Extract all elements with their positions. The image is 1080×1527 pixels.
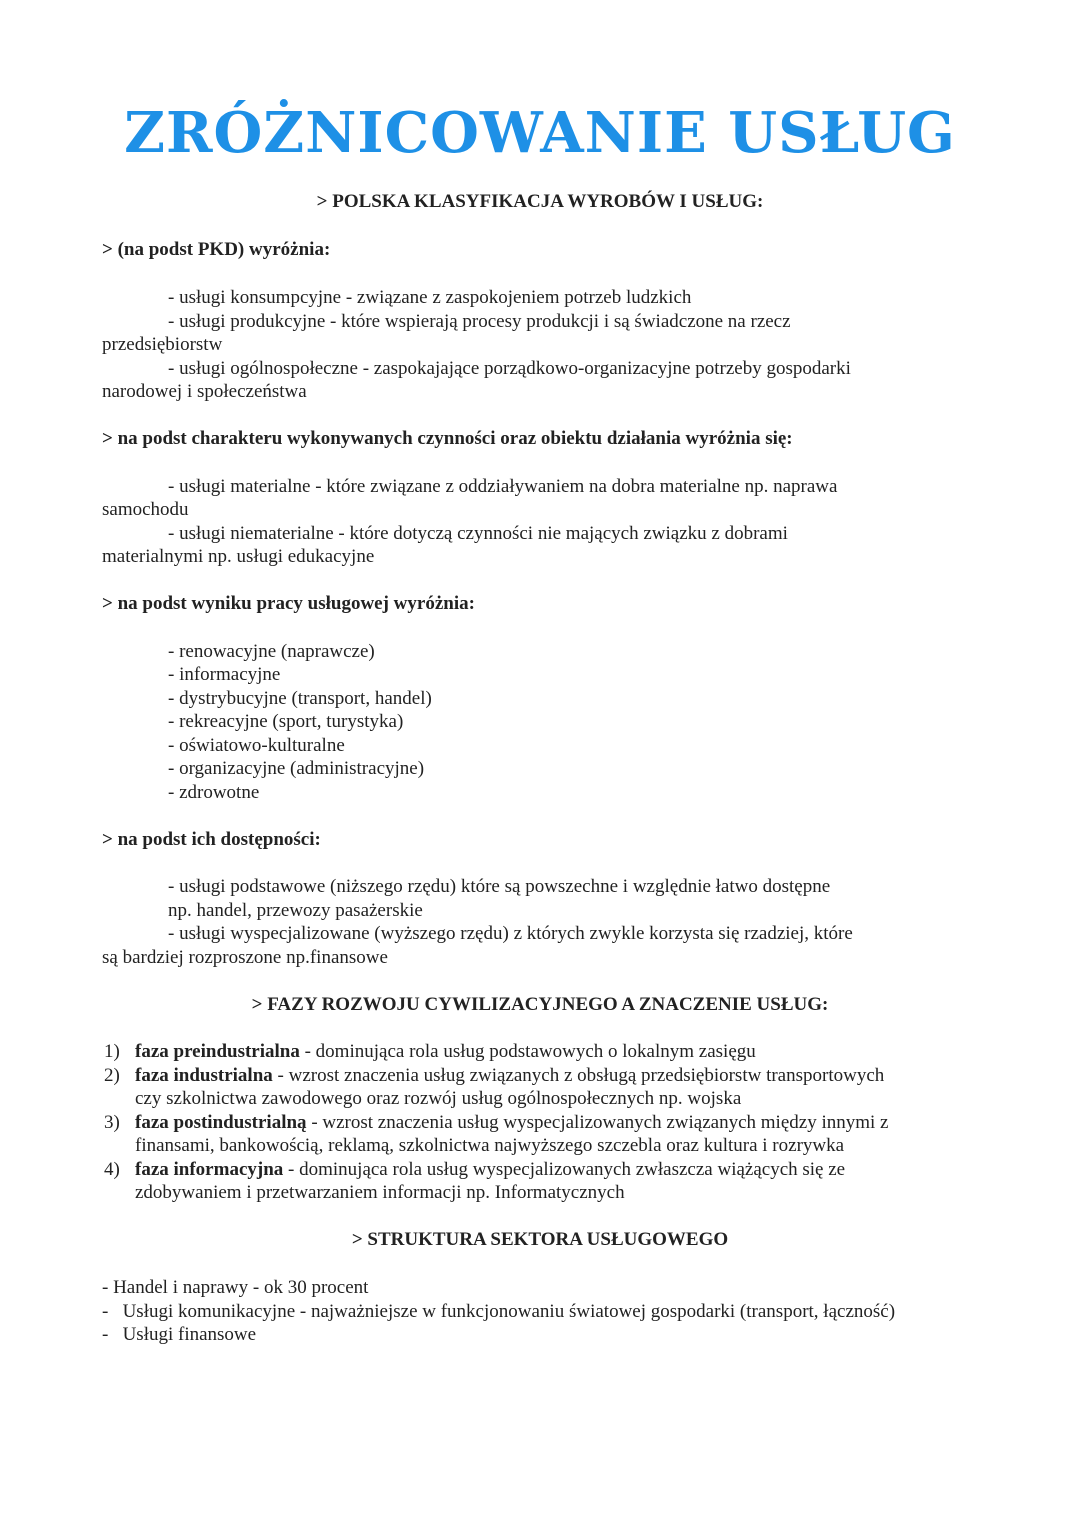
phase-number: 1) xyxy=(104,1041,120,1062)
list-item: - usługi produkcyjne - które wspierają procesy produkcji i są świadczone na rzecz xyxy=(168,311,791,332)
list-item-continuation: np. handel, przewozy pasażerskie xyxy=(168,900,423,921)
list-item: - usługi materialne - które związane z oddziaływaniem na dobra materialne np. naprawa xyxy=(168,476,838,497)
phase-item xyxy=(135,1064,884,1088)
list-item-continuation: samochodu xyxy=(102,499,189,520)
section-heading-structure: > STRUKTURA SEKTORA USŁUGOWEGO xyxy=(351,1229,729,1250)
subheading-result: > na podst wyniku pracy usługowej wyróżnia: xyxy=(102,593,475,614)
phase-name: faza preindustrialna xyxy=(135,1041,300,1062)
phase-name: faza industrialna xyxy=(135,1065,273,1086)
list-item-continuation: narodowej i społeczeństwa xyxy=(102,381,307,402)
phase-description-continuation: finansami, bankowością, reklamą, szkolnictwa najwyższego szczebla oraz kultura i rozrywka xyxy=(135,1135,845,1156)
phase-description: - dominująca rola usług podstawowych o lokalnym zasięgu xyxy=(299,1041,756,1062)
list-item: - usługi niematerialne - które dotyczą czynności nie mających związku z dobrami xyxy=(168,523,788,544)
phase-number: 2) xyxy=(104,1065,120,1086)
phase-item xyxy=(135,1158,845,1182)
list-item: - rekreacyjne (sport, turystyka) xyxy=(168,711,404,732)
list-item: - usługi konsumpcyjne - związane z zaspokojeniem potrzeb ludzkich xyxy=(168,287,692,308)
list-item: - zdrowotne xyxy=(168,782,260,803)
phase-name: faza postindustrialną xyxy=(135,1112,307,1133)
phase-number: 3) xyxy=(104,1112,120,1133)
list-item: - usługi ogólnospołeczne - zaspokajające porządkowo-organizacyjne potrzeby gospodarki xyxy=(168,358,851,379)
list-item: - organizacyjne (administracyjne) xyxy=(168,758,425,779)
phase-description: - wzrost znaczenia usług związanych z obsługą przedsiębiorstw transportowych xyxy=(272,1065,885,1086)
list-item: - dystrybucyjne (transport, handel) xyxy=(168,688,432,709)
list-item: - usługi wyspecjalizowane (wyższego rzędu) z których zwykle korzysta się rzadziej, które xyxy=(168,923,853,944)
phase-description-continuation: czy szkolnictwa zawodowego oraz rozwój usług ogólnospołecznych np. wojska xyxy=(135,1088,742,1109)
list-item-continuation: przedsiębiorstw xyxy=(102,334,223,355)
subheading-pkd: > (na podst PKD) wyróżnia: xyxy=(102,239,331,260)
list-item: - informacyjne xyxy=(168,664,281,685)
list-item: - Usługi finansowe xyxy=(102,1324,257,1345)
phase-description-continuation: zdobywaniem i przetwarzaniem informacji np. Informatycznych xyxy=(135,1182,625,1203)
list-item: - usługi podstawowe (niższego rzędu) które są powszechne i względnie łatwo dostępne xyxy=(168,876,831,897)
phase-item xyxy=(135,1111,888,1135)
section-heading-phases: > FAZY ROZWOJU CYWILIZACYJNEGO A ZNACZENIE USŁUG: xyxy=(251,994,829,1015)
list-item-continuation: materialnymi np. usługi edukacyjne xyxy=(102,546,375,567)
phase-name: faza informacyjna xyxy=(135,1159,284,1180)
subheading-character: > na podst charakteru wykonywanych czynności oraz obiektu działania wyróżnia się: xyxy=(102,428,793,449)
phase-description: - dominująca rola usług wyspecjalizowanych zwłaszcza wiążących się ze xyxy=(283,1159,846,1180)
list-item: - Usługi komunikacyjne - najważniejsze w funkcjonowaniu światowej gospodarki (transport, łączność) xyxy=(102,1301,896,1322)
list-item: - renowacyjne (naprawcze) xyxy=(168,641,375,662)
page-title: ZRÓŻNICOWANIE USŁUG xyxy=(124,100,956,166)
phase-number: 4) xyxy=(104,1159,120,1180)
section-heading-classification: > POLSKA KLASYFIKACJA WYROBÓW I USŁUG: xyxy=(316,191,764,212)
subheading-availability: > na podst ich dostępności: xyxy=(102,829,321,850)
list-item: - Handel i naprawy - ok 30 procent xyxy=(102,1277,369,1298)
list-item-continuation: są bardziej rozproszone np.finansowe xyxy=(102,947,388,968)
phase-description: - wzrost znaczenia usług wyspecjalizowanych związanych między innymi z xyxy=(306,1112,889,1133)
phase-item xyxy=(135,1040,756,1064)
list-item: - oświatowo-kulturalne xyxy=(168,735,345,756)
